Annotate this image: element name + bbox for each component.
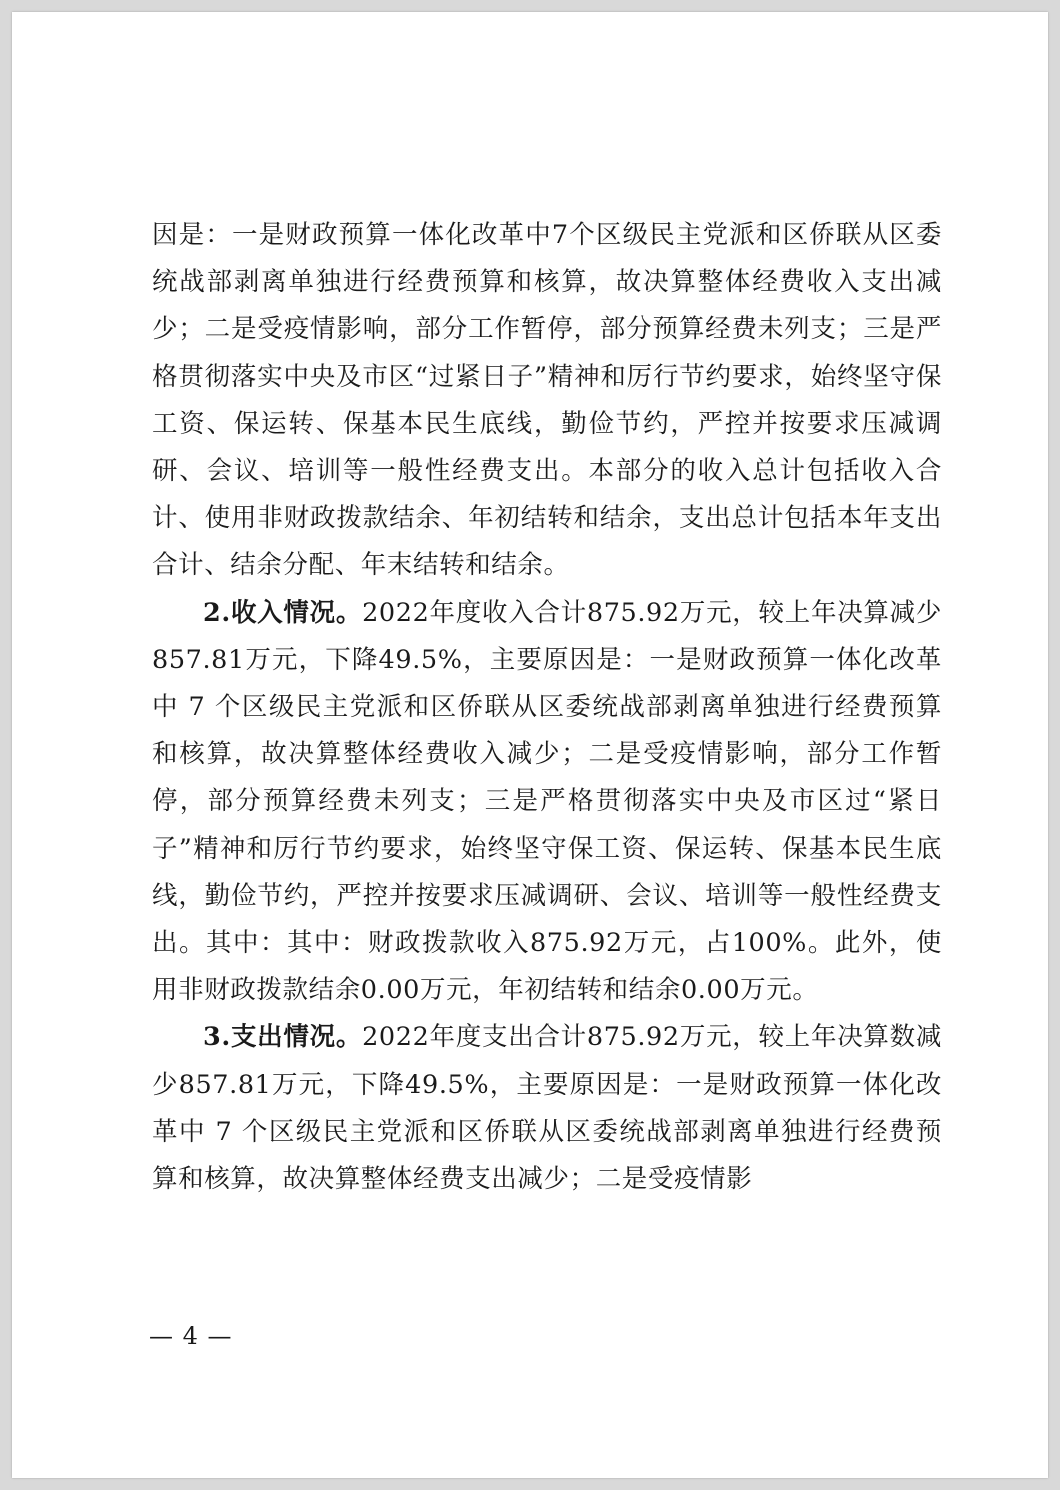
paragraph-income <box>152 590 942 1015</box>
income-heading: 2.收入情况。 <box>203 597 363 628</box>
paragraph-reasons-continued <box>152 212 942 590</box>
page-number: — 4 — <box>149 1322 233 1350</box>
income-text: 2022年度收入合计875.92万元，较上年决算减少857.81万元，下降49.5%，主要原因是：一是财政预算一体化改革中 7 个区级民主党派和区侨联从区委统战部剥离单独进行经费预算和核算，故决算整体经费收入减少；二是受疫情影响，部分工作暂停，部分预算经费未列支；三是严格贯彻落实中央及市区过“紧日子”精神和厉行节约要求，始终坚守保工资、保运转、保基本民生底线，勤俭节约，严控并按要求压减调研、会议、培训等一般性经费支出。其中：其中：财政拨款收入875.92万元，占100%。此外，使用非财政拨款结余0.00万元，年初结转和结余0.00万元。 <box>152 597 942 1006</box>
expenditure-heading: 3.支出情况。 <box>203 1022 363 1053</box>
paragraph-text: 因是：一是财政预算一体化改革中7个区级民主党派和区侨联从区委统战部剥离单独进行经费预算和核算，故决算整体经费收入支出减少；二是受疫情影响，部分工作暂停，部分预算经费未列支；三是严格贯彻落实中央及市区“过紧日子”精神和厉行节约要求，始终坚守保工资、保运转、保基本民生底线，勤俭节约，严控并按要求压减调研、会议、培训等一般性经费支出。本部分的收入总计包括收入合计、使用非财政拨款结余、年初结转和结余，支出总计包括本年支出合计、结余分配、年末结转和结余。 <box>152 220 942 581</box>
paragraph-expenditure <box>152 1014 942 1203</box>
document-page <box>12 12 1048 1478</box>
body-text <box>152 212 942 1203</box>
expenditure-text: 2022年度支出合计875.92万元，较上年决算数减少857.81万元，下降49.5%，主要原因是：一是财政预算一体化改革中 7 个区级民主党派和区侨联从区委统战部剥离单独进行经费预算和核算，故决算整体经费支出减少；二是受疫情影 <box>152 1022 942 1195</box>
